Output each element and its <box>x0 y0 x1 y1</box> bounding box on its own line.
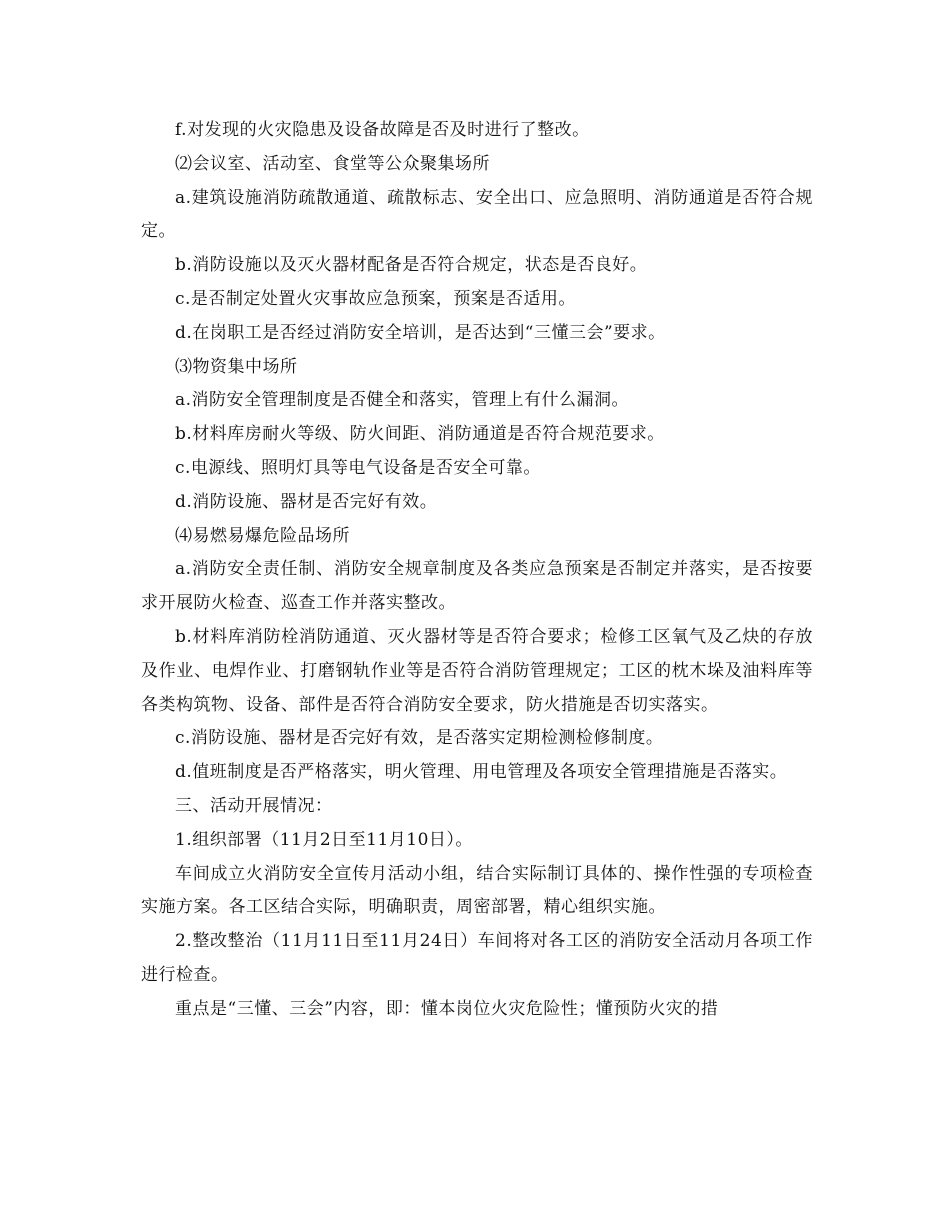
paragraph-item-a: a.消防安全责任制、消防安全规章制度及各类应急预案是否制定并落实，是否按要求开展防火检查、巡查工作并落实整改。 <box>141 559 813 614</box>
paragraph-item-d: d.值班制度是否严格落实，明火管理、用电管理及各项安全管理措施是否落实。 <box>175 762 788 783</box>
paragraph-item-b: b.材料库房耐火等级、防火间距、消防通道是否符合规范要求。 <box>175 424 665 445</box>
paragraph-item-b: b.材料库消防栓消防通道、灭火器材等是否符合要求；检修工区氧气及乙炔的存放及作业、电焊作业、打磨钢轨作业等是否符合消防管理规定；工区的枕木垛及油料库等各类构筑物、设备、部件是否符合消防安全要求，防火措施是否切实落实。 <box>141 626 813 715</box>
paragraph-item-f: f.对发现的火灾隐患及设备故障是否及时进行了整改。 <box>175 120 590 140</box>
paragraph-organization-body: 车间成立火消防安全宣传月活动小组，结合实际制订具体的、操作性强的专项检查实施方案。各工区结合实际，明确职责，周密部署，精心组织实施。 <box>141 863 813 918</box>
paragraph-item-a: a.建筑设施消防疏散通道、疏散标志、安全出口、应急照明、消防通道是否符合规定。 <box>141 187 813 242</box>
section-heading-hazardous-sites: ⑷易燃易爆危险品场所 <box>175 525 350 546</box>
paragraph-item-b: b.消防设施以及灭火器材配备是否符合规定，状态是否良好。 <box>175 255 648 276</box>
section-heading-material-storage: ⑶物资集中场所 <box>175 356 298 377</box>
paragraph-item-d: d.在岗职工是否经过消防安全培训，是否达到“三懂三会”要求。 <box>175 322 666 343</box>
paragraph-item-c: c.电源线、照明灯具等电气设备是否安全可靠。 <box>175 457 541 478</box>
paragraph-key-points: 重点是“三懂、三会”内容，即：懂本岗位火灾危险性；懂预防火灾的措 <box>175 998 719 1019</box>
document-body <box>141 114 813 1027</box>
subheading-rectification: 2.整改整治（11月11日至11月24日）车间将对各工区的消防安全活动月各项工作进行检查。 <box>141 931 813 985</box>
paragraph-item-c: c.是否制定处置火灾事故应急预案，预案是否适用。 <box>175 288 576 309</box>
section-heading-public-venues: ⑵会议室、活动室、食堂等公众聚集场所 <box>175 153 490 174</box>
paragraph-item-c: c.消防设施、器材是否完好有效，是否落实定期检测检修制度。 <box>175 728 664 749</box>
subheading-organization: 1.组织部署（11月2日至11月10日）。 <box>175 829 473 850</box>
section-heading-activities: 三、活动开展情况： <box>175 795 333 816</box>
paragraph-item-d: d.消防设施、器材是否完好有效。 <box>175 491 438 512</box>
paragraph-item-a: a.消防安全管理制度是否健全和落实，管理上有什么漏洞。 <box>175 390 630 411</box>
